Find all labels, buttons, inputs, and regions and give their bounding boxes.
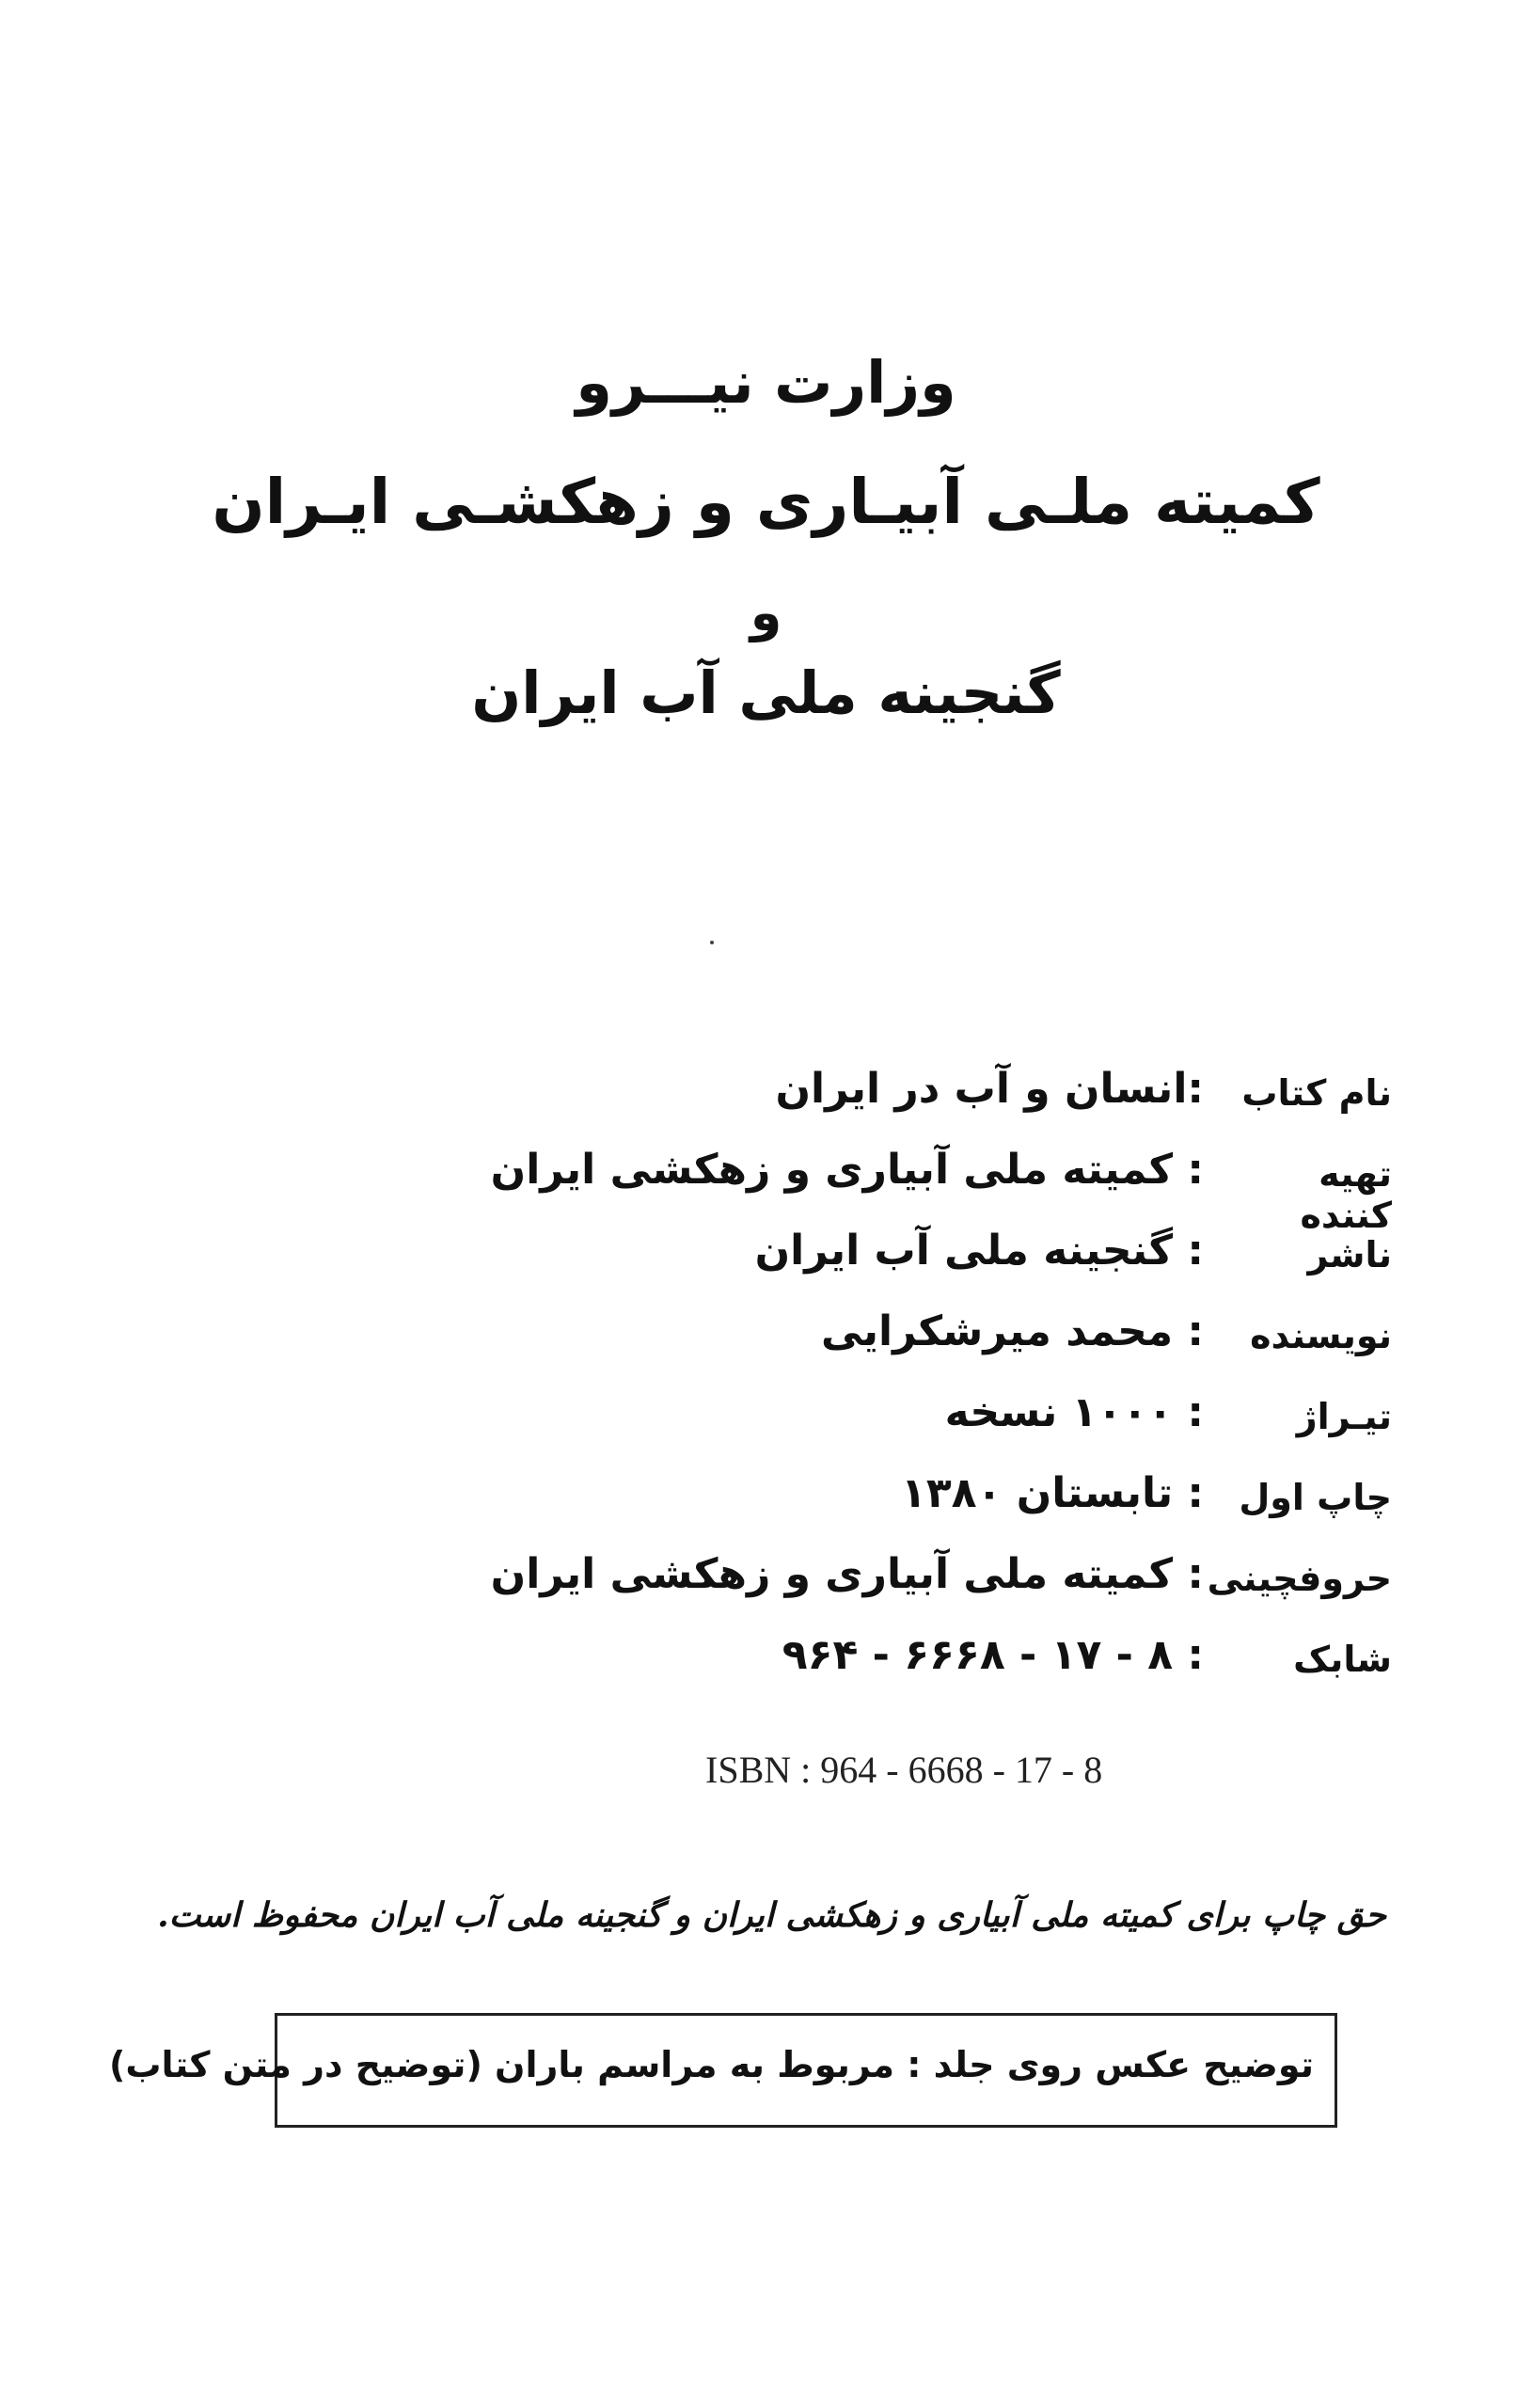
metadata-value: : تابستان ۱۳۸۰ xyxy=(900,1469,1204,1517)
metadata-row-publisher xyxy=(564,1225,1392,1306)
cover-photo-note: توضیح عکس روی جلد : مربوط به مراسم باران (توضیح در متن کتاب) xyxy=(109,2044,1314,2085)
copyright-notice: حق چاپ برای کمیته ملی آبیاری و زهکشی ایران و گنجینه ملی آب ایران محفوظ است. xyxy=(157,1895,1386,1935)
stray-dot xyxy=(710,941,714,944)
metadata-value: : کمیته ملی آبیاری و زهکشی ایران xyxy=(490,1550,1204,1598)
metadata-value: : گنجینه ملی آب ایران xyxy=(754,1227,1204,1275)
metadata-label: نویسنده xyxy=(1250,1315,1392,1356)
museum-title: گنجینه ملی آب ایران xyxy=(471,658,1061,727)
metadata-row-author xyxy=(564,1306,1392,1386)
book-metadata xyxy=(490,1063,1392,1710)
conjunction-text: و xyxy=(750,583,782,642)
metadata-row-preparer xyxy=(490,1144,1392,1236)
metadata-value: : کمیته ملی آبیاری و زهکشی ایران xyxy=(490,1146,1204,1194)
isbn-line: ISBN : 964 - 6668 - 17 - 8 xyxy=(705,1749,1103,1791)
metadata-label: ناشر xyxy=(1307,1234,1392,1275)
metadata-row-typesetting xyxy=(490,1548,1392,1629)
metadata-label: شابک xyxy=(1293,1639,1392,1680)
metadata-value: : ۱۰۰۰ نسخه xyxy=(944,1388,1204,1436)
metadata-row-circulation xyxy=(564,1386,1392,1467)
metadata-value: : محمد میرشکرایی xyxy=(820,1307,1204,1355)
metadata-label: تیـراژ xyxy=(1296,1396,1392,1437)
metadata-row-first-print xyxy=(564,1467,1392,1548)
metadata-row-title xyxy=(564,1063,1392,1144)
metadata-label: حروفچینی xyxy=(1207,1558,1392,1599)
committee-title: کمیته ملـی آبیـاری و زهکشـی ایـران xyxy=(212,466,1320,538)
metadata-label: تهیه کننده xyxy=(1300,1153,1392,1236)
metadata-label: نام کتاب xyxy=(1241,1072,1392,1114)
metadata-row-shabak xyxy=(564,1629,1392,1710)
ministry-title: وزارت نیـــرو xyxy=(576,348,956,417)
cover-photo-note-box xyxy=(109,2013,1337,2128)
metadata-value: : ۸ - ۱۷ - ۶۶۶۸ - ۹۶۴ xyxy=(782,1631,1204,1679)
metadata-label: چاپ اول xyxy=(1239,1477,1392,1518)
metadata-value: :انسان و آب در ایران xyxy=(775,1065,1204,1113)
